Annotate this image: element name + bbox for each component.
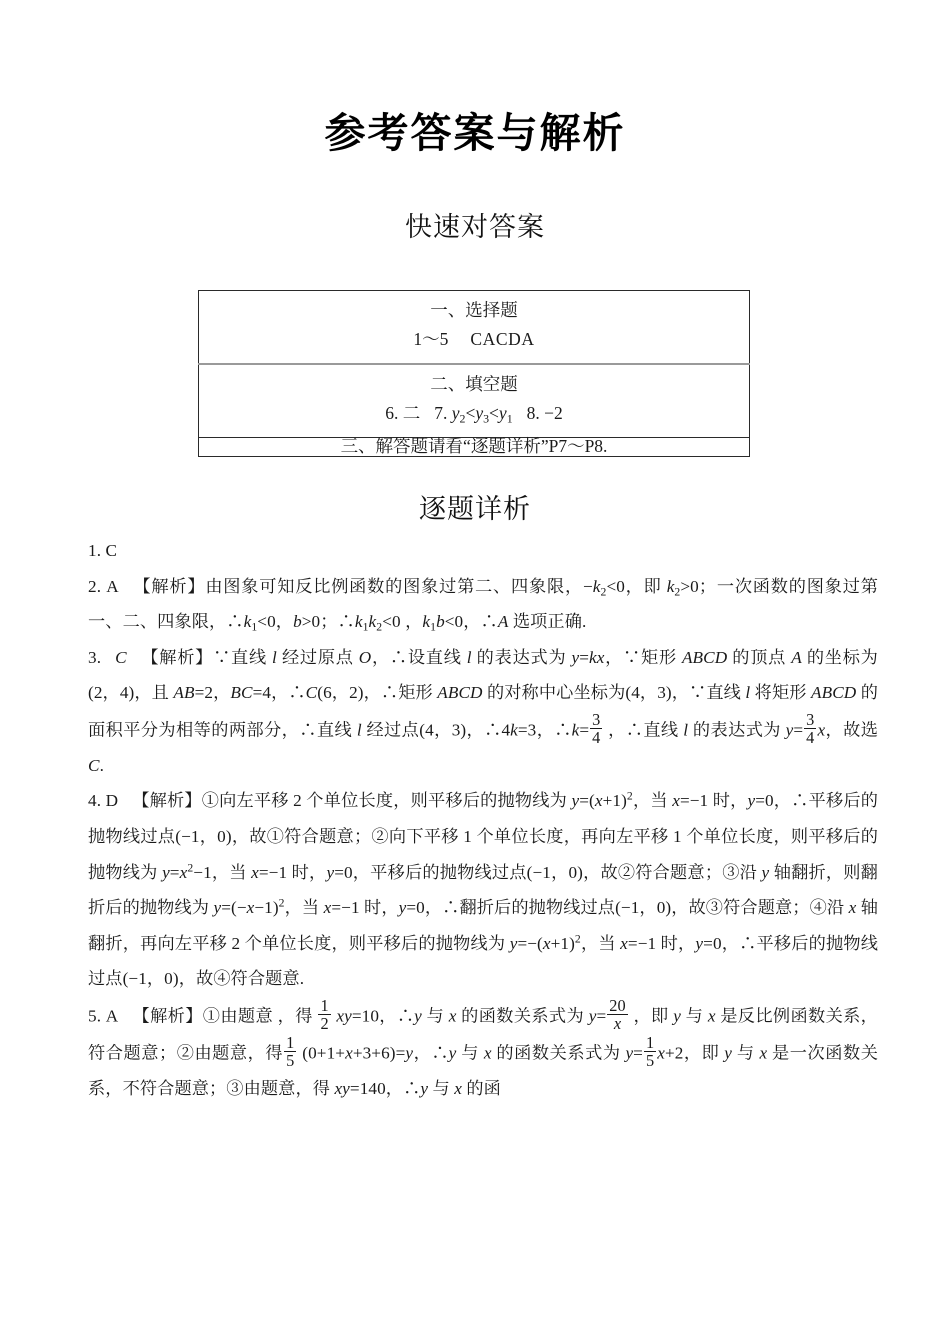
table-row-fill <box>199 364 750 438</box>
quick-answers-heading: 快速对答案 <box>405 212 545 243</box>
choice-heading: 一、选择题 <box>430 300 518 320</box>
fraction-one-fifth: $\frac{1}{5}$ <box>645 1032 655 1071</box>
fill-block <box>199 365 749 437</box>
q8-number: 8. <box>526 402 540 423</box>
choice-block <box>199 291 749 363</box>
solutions-body <box>88 533 878 1106</box>
analysis-label: 【解析】 <box>132 1006 203 1026</box>
q6-number: 6. <box>385 402 399 423</box>
analysis-label: 【解析】 <box>132 791 202 811</box>
fill-heading: 二、填空题 <box>430 374 518 394</box>
solution-item-5: 5. A 【解析】①由题意 ，得 $\frac{1}{2}$ xy=10，∴y 与 x 的函数关系式为 y= $\frac{20}{x}$ ，即 y 与 x 是反比例函数关系，符合题意；②由题意，得 $\frac{1}{5}$ (0+1+x+3+6)=y，∴y 与 x 的函数关系式为 y= $\frac{1}{5}$ x+2，即 y 与 x 是一次函数关系，不符合题意；③由题意，得 xy=140，∴y 与 x 的函 <box>88 996 879 1098</box>
table-row-footer <box>199 438 750 457</box>
solution-item-3: 3. C 【解析】∵直线 l 经过原点 O，∴设直线 l 的表达式为 y=kx，∵矩形 ABCD 的顶点 A 的坐标为(2，4)，且 AB=2，BC=4，∴C(6，2)，∴矩形 ABCD 的对称中心坐标为(4，3)，∵直线 l 将矩形 ABCD 的面积平分为相等的两部分，∴直线 l 经过点(4，3)，∴4k=3，∴k= $\frac{3}{4}$ ，∴直线 l 的表达式为 y= $\frac{3}{4}$ x，故选 C. <box>88 647 878 775</box>
answer-summary-table <box>198 290 750 457</box>
solution-item-1: 1. C <box>88 541 118 560</box>
page-title: 参考答案与解析 <box>324 109 626 157</box>
choice-answers <box>199 326 749 355</box>
solution-item-2: 2. A 【解析】由图象可知反比例函数的图象过第二、四象限，$-k_2<0$，即 $k_2>0$；一次函数的图象过第一、二、四象限，$\therefore k_1<0$，b>0；$\therefore k_1k_2<0$ ，$k_1b<0$，∴A 选项正确. <box>88 576 878 634</box>
fraction-one-half: $\frac{1}{2}$ <box>320 996 329 1034</box>
q7-number: 7. <box>434 402 448 423</box>
solution-item-4: 4. D 【解析】①向左平移 2 个单位长度，则平移后的抛物线为 $y=(x+1)^2$，当 x=−1 时，y=0，∴平移后的抛物线过点(−1，0)，故①符合题意；②向下平移 1 个单位长度，再向左平移 1 个单位长度，则平移后的抛物线为 $y=x^2-1$，当 x=−1 时，y=0，平移后的抛物线过点(−1，0)，故②符合题意；③沿 y 轴翻折，则翻折后的抛物线为 $y=(-x-1)^2$，当 x=−1 时，y=0，∴翻折后的抛物线过点(−1，0)，故③符合题意；④沿 x 轴翻折，再向左平移 2 个单位长度，则平移后的抛物线为 $y=-(x+1)^2$，当 x=−1 时，y=0，∴平移后的抛物线过点(−1，0)，故④符合题意. <box>88 790 878 989</box>
solve-note: 三、解答题请看“逐题详析”P7～P8. <box>340 436 608 456</box>
q6-answer: 二 <box>402 402 421 423</box>
fraction-twenty-over-x: $\frac{20}{x}$ <box>609 996 626 1034</box>
table-row-choice <box>199 291 750 365</box>
q7-answer: $y_2<y_3<y_1$ <box>451 402 513 425</box>
analysis-label: 【解析】 <box>140 647 214 667</box>
choice-range: 1～5 <box>413 328 449 349</box>
fraction-three-quarters: $\frac{3}{4}$ <box>806 709 815 748</box>
choice-letters: CACDA <box>470 328 535 349</box>
fraction-one-fifth: $\frac{1}{5}$ <box>286 1032 295 1071</box>
analysis-label: 【解析】 <box>132 576 206 596</box>
fill-answers <box>199 400 749 429</box>
fraction-three-quarters: $\frac{3}{4}$ <box>592 709 601 748</box>
detailed-solutions-heading: 逐题详析 <box>419 494 531 525</box>
q8-answer: −2 <box>544 402 563 423</box>
